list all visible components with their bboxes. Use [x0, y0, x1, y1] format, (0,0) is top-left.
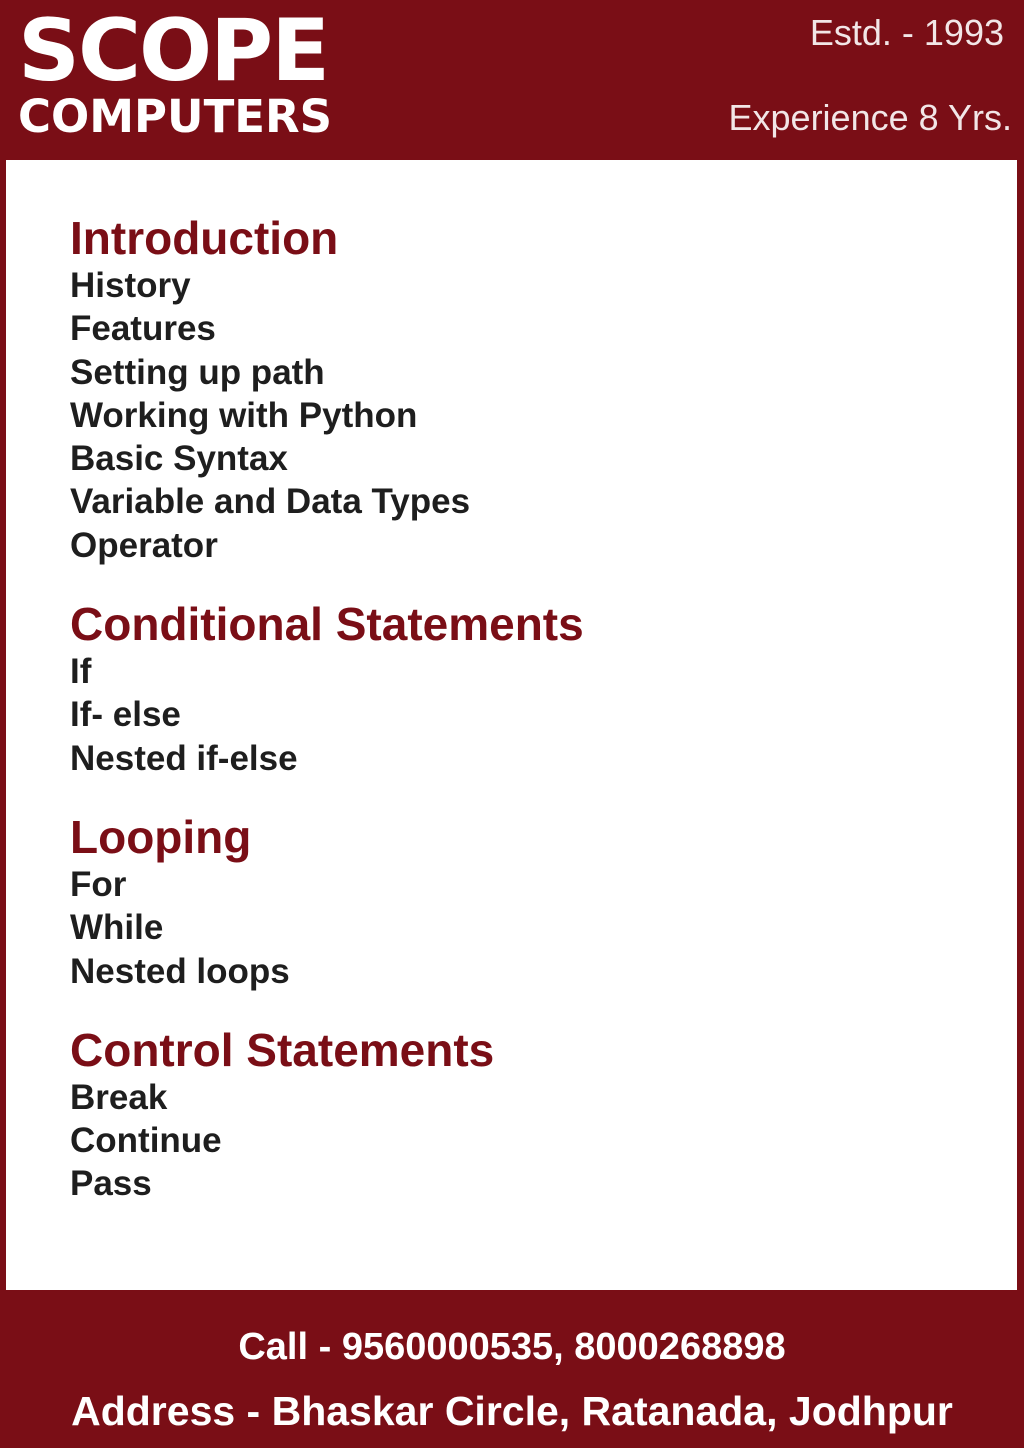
topic-item: Basic Syntax: [70, 439, 288, 479]
topic-item: Continue: [70, 1121, 222, 1161]
contact-phone: Call - 9560000535, 8000268898: [238, 1326, 786, 1368]
section-heading: Looping: [70, 810, 252, 863]
topic-item: Setting up path: [70, 352, 325, 392]
logo-scope: SCOPE: [18, 1, 328, 101]
topic-item: If- else: [70, 695, 181, 735]
section-heading: Conditional Statements: [70, 598, 584, 651]
header: [0, 0, 1024, 160]
topic-item: History: [70, 266, 191, 305]
logo-computers: COMPUTERS: [18, 90, 333, 143]
topic-list: [70, 863, 584, 993]
section-control-statements: [70, 1024, 584, 1206]
established-year: Estd. - 1993: [809, 12, 1004, 53]
section-heading: Introduction: [70, 212, 339, 264]
topic-item: While: [70, 908, 164, 948]
topic-list: [70, 264, 584, 567]
section-conditional-statements: [70, 598, 584, 780]
section-heading: Control Statements: [70, 1023, 495, 1076]
topic-item: Nested loops: [70, 951, 290, 991]
topic-item: Working with Python: [70, 395, 418, 435]
experience-text: Experience 8 Yrs.: [728, 97, 1012, 138]
topic-list: [70, 1076, 584, 1206]
contact-address: Address - Bhaskar Circle, Ratanada, Jodhpur: [71, 1388, 953, 1434]
topic-item: For: [70, 864, 127, 904]
topic-item: Break: [70, 1077, 168, 1117]
footer: [0, 1290, 1024, 1448]
course-content-panel: [6, 160, 1017, 1290]
topic-item: Variable and Data Types: [70, 482, 471, 522]
topic-item: Operator: [70, 525, 218, 565]
section-looping: [70, 811, 584, 993]
topic-item: Pass: [70, 1164, 152, 1204]
course-sections: [70, 212, 584, 1237]
topic-item: If: [70, 652, 92, 692]
section-introduction: [70, 212, 584, 567]
topic-item: Features: [70, 309, 216, 349]
topic-item: Nested if-else: [70, 738, 298, 778]
topic-list: [70, 650, 584, 780]
